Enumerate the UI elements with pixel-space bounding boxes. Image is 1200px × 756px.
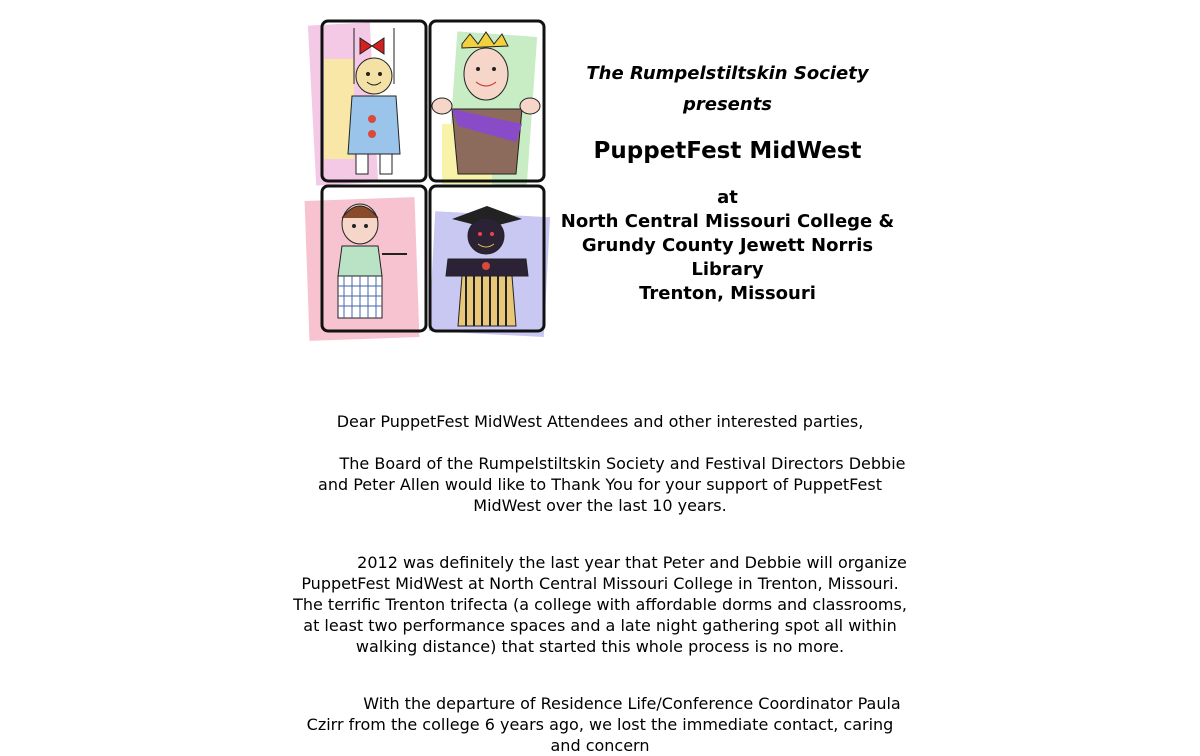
venue-line: at: [717, 187, 738, 208]
presents-text: presents: [682, 94, 773, 115]
society-name: The Rumpelstiltskin Society: [586, 63, 869, 84]
letter-paragraph: The Board of the Rumpelstiltskin Society and Festival Directors Debbie and Peter Allen would like to Thank You for your support of PuppetFest MidWest over the last 10 years.: [318, 454, 906, 515]
header: [0, 0, 1200, 360]
letter-paragraph: With the departure of Residence Life/Conference Coordinator Paula Czirr from the college 6 years ago, we lost the immediate contact, caring and concern: [306, 694, 901, 755]
venue-line: North Central Missouri College &: [560, 211, 895, 232]
venue-line: Trenton, Missouri: [639, 283, 816, 304]
letter-body: [280, 411, 920, 756]
festival-name: PuppetFest MidWest: [593, 138, 862, 164]
title-block: [545, 58, 910, 306]
puppet-illustration: [302, 14, 550, 344]
letter-paragraph: 2012 was definitely the last year that Peter and Debbie will organize PuppetFest MidWest at North Central Missouri College in Trenton, Missouri. The terrific Trenton trifecta (a college with affordable dorms and classrooms, at least two performance spaces and a late night gathering spot all within walking distance) that started this whole process is no more.: [293, 553, 907, 656]
letter-greeting: Dear PuppetFest MidWest Attendees and other interested parties,: [336, 412, 864, 431]
venue-line: Grundy County Jewett Norris Library: [581, 235, 874, 280]
venue-block: [545, 186, 910, 306]
